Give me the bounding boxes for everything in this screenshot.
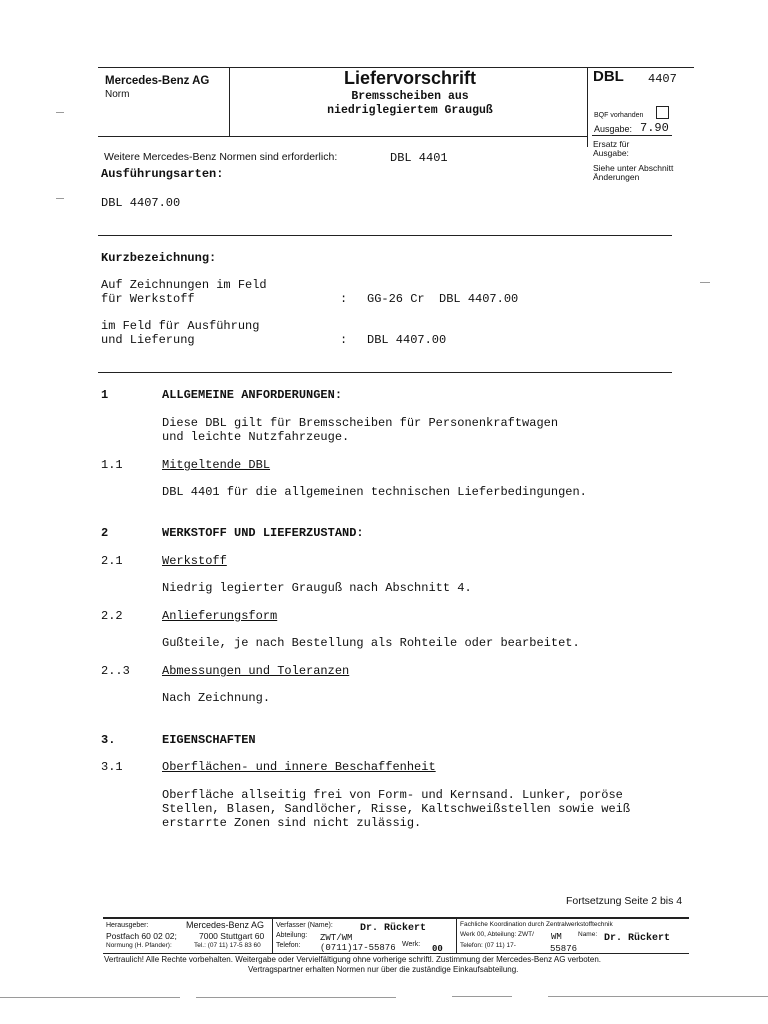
copyright-line-2: Vertragspartner erhalten Normen nur über die zuständige Einkaufsabteilung. — [248, 965, 519, 974]
fachliche-koordination: Fachliche Koordination durch Zentralwerkstofftechnik — [460, 921, 613, 928]
bqf-label: BQF vorhanden — [594, 112, 644, 119]
section-2-2-text: Gußteile, je nach Bestellung als Rohteile oder bearbeitet. — [162, 636, 580, 650]
normung-telephone: Tel.: (07 11) 17-5 83 60 — [194, 942, 261, 949]
section-2-3-number: 2..3 — [101, 664, 130, 678]
section-2-1-number: 2.1 — [101, 554, 123, 568]
header-divider-left — [229, 67, 230, 137]
divider-2 — [98, 372, 672, 373]
footer-divider-2 — [456, 918, 457, 954]
section-2-1-text: Niedrig legierter Grauguß nach Abschnitt 4. — [162, 581, 472, 595]
werk00-label: Werk 00, Abteilung: ZWT/ — [460, 931, 534, 938]
section-3-1-title: Oberflächen- und innere Beschaffenheit — [162, 760, 436, 774]
section-3-1-text-1: Oberfläche allseitig frei von Form- und Kernsand. Lunker, poröse — [162, 788, 623, 802]
scan-artifact-line — [196, 997, 396, 998]
herausgeber-label: Herausgeber: — [106, 922, 149, 929]
subtitle-line-1: Bremsscheiben aus — [351, 90, 469, 103]
page-title: Liefervorschrift — [343, 68, 477, 88]
section-3-1-text-2: Stellen, Blasen, Sandlöcher, Risse, Kaltschweißstellen sowie weiß — [162, 802, 631, 816]
werk00-value: WM — [551, 932, 562, 942]
section-3-1-text-3: erstarrte Zonen sind nicht zulässig. — [162, 816, 422, 830]
section-2-3-title: Abmessungen und Toleranzen — [162, 664, 350, 678]
name-value: Dr. Rückert — [604, 933, 671, 944]
footer-divider-1 — [272, 918, 273, 954]
section-1-text-1: Diese DBL gilt für Bremsscheiben für Personenkraftwagen — [162, 416, 559, 430]
scan-artifact-mark — [56, 198, 64, 199]
stuttgart-address: 7000 Stuttgart 60 — [199, 931, 265, 941]
footer-bottom-rule — [103, 953, 689, 954]
company-name: Mercedes-Benz AG — [105, 75, 210, 87]
ausgabe-value: 7.90 — [640, 121, 669, 135]
verfasser-label: Verfasser (Name): — [276, 922, 333, 929]
ausgabe-label: Ausgabe: — [594, 124, 633, 134]
section-2-2-title: Anlieferungsform — [162, 609, 278, 623]
kurz-row2-label-2: und Lieferung — [101, 333, 195, 347]
copyright-line-1: Vertraulich! Alle Rechte vorbehalten. Weitergabe oder Vervielfältigung ohne vorherige schriftl. Zustimmung der Mercedes-Benz AG verboten. — [104, 955, 602, 964]
section-1-title: ALLGEMEINE ANFORDERUNGEN: — [162, 388, 343, 402]
weitere-normen-label: Weitere Mercedes-Benz Normen sind erforderlich: — [104, 151, 338, 163]
ersatz-label: Ersatz für Ausgabe: — [593, 139, 630, 158]
doc-code: DBL — [593, 68, 624, 85]
kurz-row1-value: GG-26 Cr DBL 4407.00 — [367, 292, 519, 306]
subtitle-line-2: niedriglegiertem Grauguß — [327, 104, 493, 117]
ausfuehrungsarten-heading: Ausführungsarten: — [101, 167, 224, 181]
siehe-label: Siehe unter Abschnitt Änderungen — [593, 163, 674, 182]
continuation-note: Fortsetzung Seite 2 bis 4 — [566, 895, 683, 907]
telefon-label: Telefon: — [276, 942, 301, 949]
section-2-1-title: Werkstoff — [162, 554, 227, 568]
department-label: Norm — [105, 89, 130, 100]
section-1-1-title: Mitgeltende DBL — [162, 458, 271, 472]
section-1-1-number: 1.1 — [101, 458, 123, 472]
divider-1 — [98, 235, 672, 236]
postfach: Postfach 60 02 02; — [106, 931, 177, 941]
kurz-row1-colon: : — [340, 292, 348, 306]
section-2-number: 2 — [101, 526, 109, 540]
verfasser-value: Dr. Rückert — [360, 923, 427, 934]
normung-label: Normung (H. Pfander): — [106, 942, 172, 949]
name-label: Name: — [578, 931, 598, 938]
section-2-title: WERKSTOFF UND LIEFERZUSTAND: — [162, 526, 364, 540]
kurz-row2-value: DBL 4407.00 — [367, 333, 447, 347]
section-1-number: 1 — [101, 388, 109, 402]
section-1-1-text: DBL 4401 für die allgemeinen technischen Lieferbedingungen. — [162, 485, 587, 499]
bqf-checkbox — [656, 106, 669, 119]
header-divider-right — [587, 67, 588, 147]
telefon2-value: 55876 — [550, 944, 578, 954]
header-bottom-rule — [98, 136, 588, 137]
section-3-1-number: 3.1 — [101, 760, 123, 774]
kurz-row1-label-2: für Werkstoff — [101, 292, 195, 306]
section-3-number: 3. — [101, 733, 116, 747]
section-2-2-number: 2.2 — [101, 609, 123, 623]
abteilung-label: Abteilung: — [276, 932, 308, 939]
ausgabe-underline — [592, 135, 672, 136]
ausfuehrungsarten-value: DBL 4407.00 — [101, 196, 181, 210]
abteilung-value: ZWT/WM — [320, 933, 353, 943]
kurz-row2-label-1: im Feld für Ausführung — [101, 319, 260, 333]
telefon-value: (0711)17-55876 — [320, 943, 396, 953]
herausgeber-value: Mercedes-Benz AG — [186, 920, 265, 930]
werk-value: 00 — [432, 944, 443, 954]
scan-artifact-mark — [700, 282, 710, 283]
section-3-title: EIGENSCHAFTEN — [162, 733, 256, 747]
section-1-text-2: und leichte Nutzfahrzeuge. — [162, 430, 350, 444]
scan-artifact-line — [548, 996, 768, 997]
kurz-row1-label-1: Auf Zeichnungen im Feld — [101, 278, 267, 292]
footer-top-rule — [103, 917, 689, 919]
doc-number: 4407 — [648, 72, 677, 86]
scan-artifact-line — [0, 997, 180, 998]
section-2-3-text: Nach Zeichnung. — [162, 691, 271, 705]
scan-artifact-mark — [56, 112, 64, 113]
kurz-row2-colon: : — [340, 333, 348, 347]
weitere-normen-value: DBL 4401 — [390, 151, 448, 165]
telefon2-label: Telefon: (07 11) 17- — [460, 942, 516, 949]
scan-artifact-line — [452, 996, 512, 997]
werk-label: Werk: — [402, 941, 421, 948]
kurzbezeichnung-heading: Kurzbezeichnung: — [101, 251, 217, 265]
